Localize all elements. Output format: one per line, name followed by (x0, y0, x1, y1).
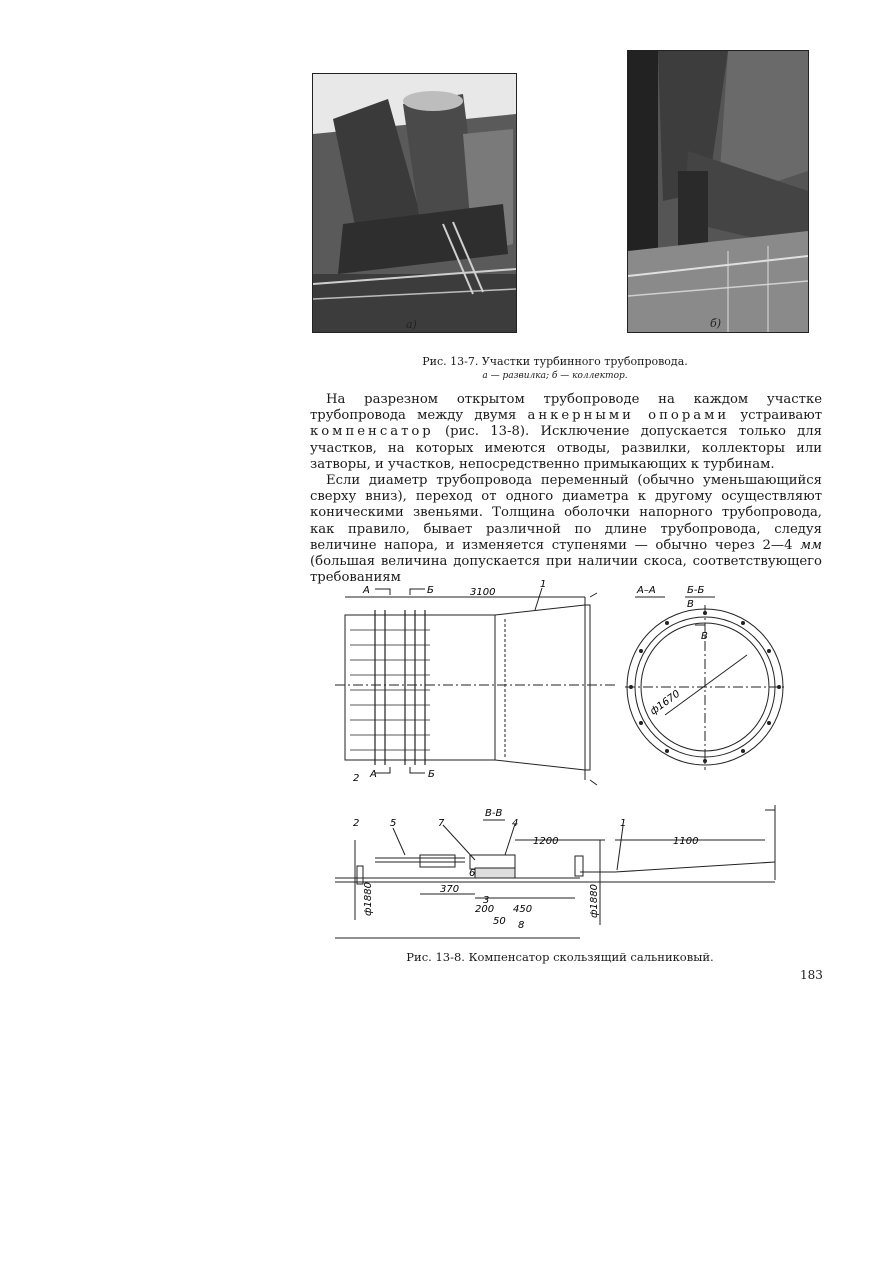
figure-13-7-caption: Рис. 13-7. Участки турбинного трубопровода. (422, 355, 688, 368)
dia-1880-left: ф1880 (363, 882, 374, 916)
callout-2: 2 (353, 818, 360, 829)
photo-label-a: а) (406, 318, 417, 331)
paragraph-2 (310, 473, 822, 586)
dia-1670: ф1670 (648, 688, 683, 718)
sec-b-bottom: Б (428, 769, 435, 780)
callout-8: 8 (518, 920, 525, 931)
sec-a-bottom: А (370, 769, 377, 780)
dim-200: 200 (475, 904, 495, 915)
photo-bifurcation (312, 73, 517, 333)
p1-text-start: На разрезном открытом трубопроводе на каждом участке трубопровода между двумя (310, 392, 822, 424)
sec-b-top: Б (427, 585, 434, 596)
callout-4: 4 (512, 818, 519, 829)
p2-text-start: Если диаметр трубопровода переменный (обычно уменьшающийся сверху вниз), переход от одного диаметра к другому осуществляют коническими звеньями. Толщина оболочки напорного трубопровода, как правило, бывает различной по длине трубопровода, следуя величине напора, и изменяется ступенями — обычно через 2—4 (310, 473, 822, 553)
callout-1: 1 (620, 818, 627, 829)
callout-7: 7 (438, 818, 445, 829)
sec-bb-title: Б-Б (687, 585, 705, 596)
body-text (310, 392, 822, 586)
dim-50: 50 (493, 916, 506, 927)
p2-text-end: (большая величина допускается при наличии скоса, соответствующего требованиям (310, 554, 822, 586)
sec-vv-title: В-В (485, 808, 503, 819)
dim-3100: 3100 (470, 587, 496, 598)
sec-aa-title: А–А (637, 585, 656, 596)
figure-13-8-drawing-bottom (335, 800, 815, 945)
dim-450: 450 (513, 904, 533, 915)
dia-1880-right: ф1880 (589, 884, 600, 918)
dim-370: 370 (440, 884, 460, 895)
callout-6: 6 (469, 868, 476, 879)
sec-v-inner: В (701, 631, 708, 642)
figure-13-8-caption: Рис. 13-8. Компенсатор скользящий сальниковый. (406, 950, 714, 964)
callout-1-top: 1 (540, 579, 547, 590)
p2-unit: мм (800, 537, 822, 553)
p1-spaced-compensator: компенсатор (310, 424, 434, 440)
callout-3: 3 (483, 895, 490, 906)
callout-2-top: 2 (353, 773, 360, 784)
paragraph-1 (310, 392, 822, 473)
figure-13-7-subcaption: а — развилка; б — коллектор. (482, 371, 628, 381)
callout-5: 5 (390, 818, 397, 829)
sec-v-arrow: В (687, 599, 694, 610)
dim-1100: 1100 (673, 836, 699, 847)
figure-13-8-drawing-top (335, 575, 815, 795)
sec-a-top: А (363, 585, 370, 596)
p1-text-end: (рис. 13-8). Исключение допускается только для участков, на которых имеются отводы, развилки, коллекторы или затворы, и участков, непосредственно примыкающих к турбинам. (310, 424, 822, 472)
photo-label-b: б) (710, 317, 722, 330)
page-number: 183 (800, 968, 823, 982)
photo-collector (627, 50, 809, 333)
p1-text-mid: устраивают (729, 408, 823, 424)
p1-spaced-anchor: анкерными опорами (527, 408, 730, 424)
dim-1200: 1200 (533, 836, 559, 847)
